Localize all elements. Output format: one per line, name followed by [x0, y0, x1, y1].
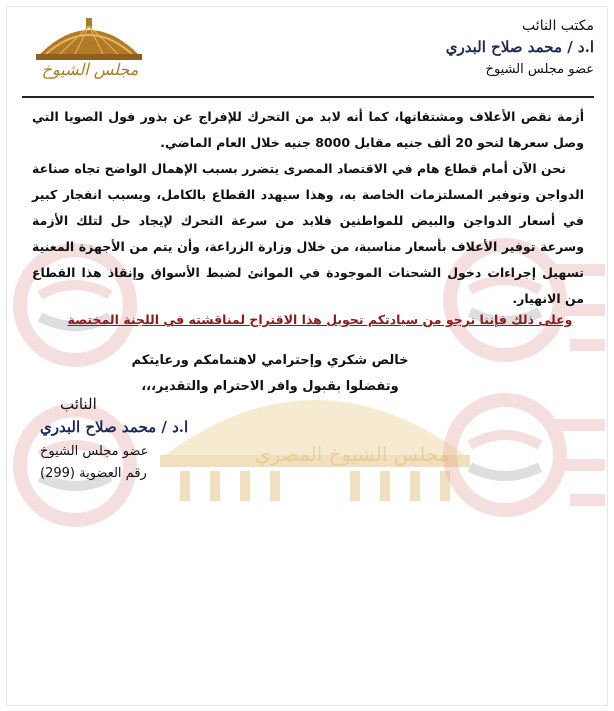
office-title: مكتب النائب — [522, 18, 594, 34]
watermark-text: مجلس الشيوخ المصري — [255, 442, 450, 466]
header-divider — [22, 96, 594, 98]
thanks-line-1: خالص شكري وإحترامي لاهتمامكم ورعايتكم — [131, 353, 409, 368]
member-title: عضو مجلس الشيوخ — [485, 62, 594, 77]
request-line: وعلى ذلك فإننا نرجو من سيادتكم تحويل هذا الاقتراح لمناقشته في اللجنة المختصة — [67, 312, 573, 327]
deputy-name: ا.د / محمد صلاح البدري — [445, 38, 594, 56]
paragraph-1: أزمة نقص الأعلاف ومشتقاتها، كما أنه لابد من التحرك للإفراج عن بذور فول الصويا التي وصل سعرها لنحو 20 ألف جنيه مقابل 8000 جنيه خلال العام الماضي. — [32, 109, 584, 150]
logo-caption: مجلس الشيوخ — [41, 60, 139, 79]
letterhead — [0, 0, 614, 95]
closing-thanks — [60, 348, 480, 400]
signature-name: ا.د / محمد صلاح البدري — [40, 418, 189, 436]
thanks-line-2: وتفضلوا بقبول وافر الاحترام والتقدير،،، — [141, 379, 399, 394]
signature-title: النائب — [60, 395, 97, 413]
membership-number: رقم العضوية (299) — [40, 466, 147, 481]
signature-member: عضو مجلس الشيوخ — [40, 444, 149, 459]
paragraph-2: نحن الآن أمام قطاع هام في الاقتصاد المصرى يتضرر بسبب الإهمال الواضح تجاه صناعة الدواجن وتوفير المسلتزمات الخاصة به، وهذا سيهدد القطاع بالكامل، ويسبب انفجار كبير في أسعار الدواجن والبيض للمواطنين فلابد من سرعة التحرك لإيجاد حل لتلك الأزمة وسرعة توفير الأعلاف بأسعار مناسبة، من خلال وزارة الزراعة، وأن يتم من الأجهزة المعنية تسهيل إجراءات دخول الشحنات الموجودة في الموانئ لضبط الأسواق وإنقاذ هذا القطاع من الانهيار. — [32, 161, 584, 306]
